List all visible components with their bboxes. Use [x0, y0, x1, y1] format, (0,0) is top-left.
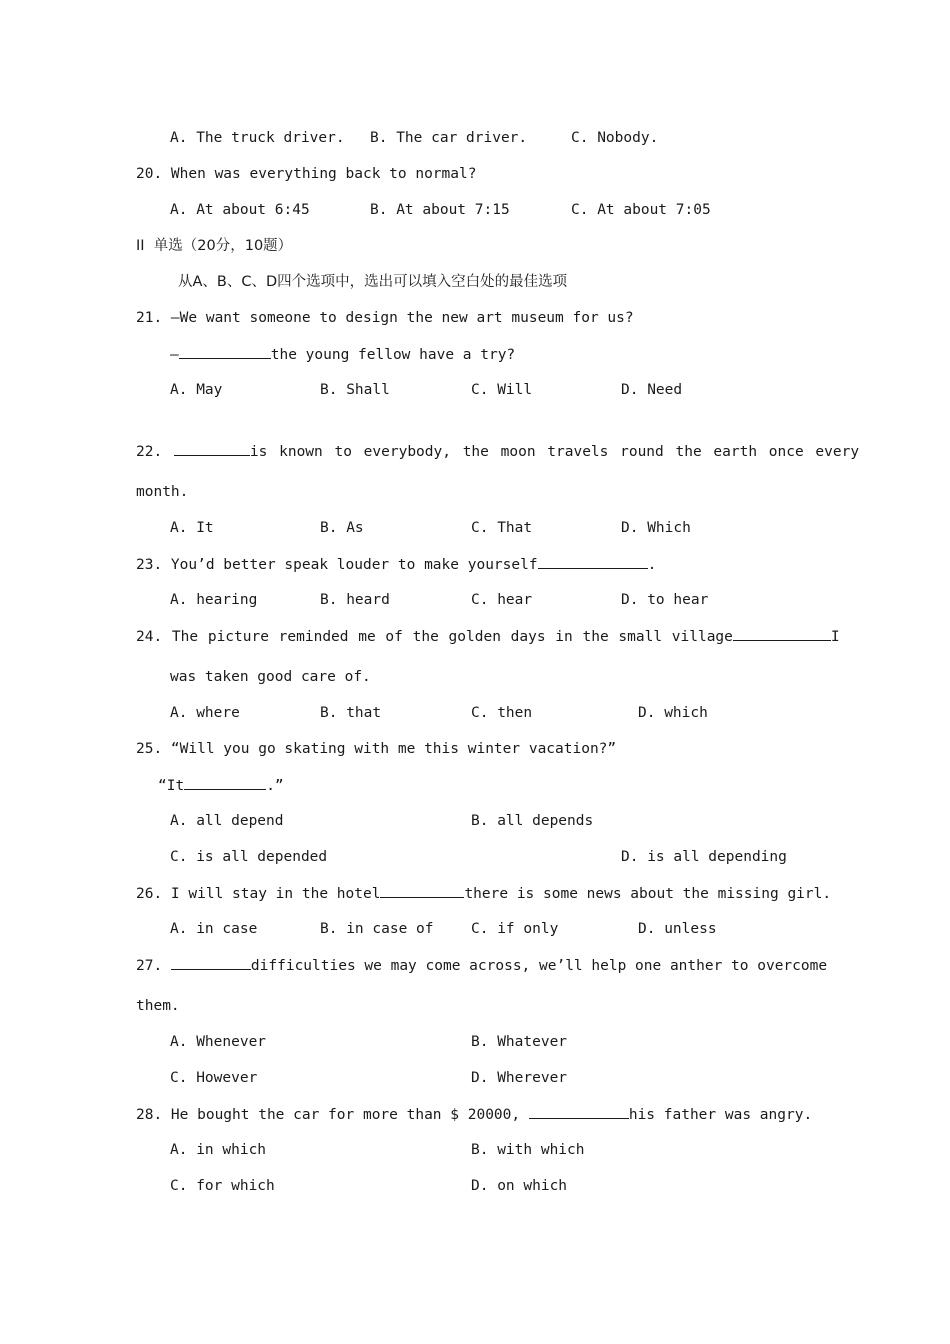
q21-option-c: C. Will [471, 382, 533, 398]
q23-stem [136, 554, 656, 575]
q25-option-b: B. all depends [471, 813, 594, 829]
q22-option-c: C. That [471, 520, 533, 536]
q20-stem: 20. When was everything back to normal? [136, 166, 477, 182]
q27-stem-cont: them. [136, 998, 180, 1014]
q27-stem [136, 955, 827, 976]
q24-option-a: A. where [170, 705, 240, 721]
q25-stem: 25. “Will you go skating with me this winter vacation?” [136, 741, 617, 757]
q27-option-c: C. However [170, 1070, 258, 1086]
q28-stem [136, 1104, 812, 1125]
q21-reply-text: the young fellow have a try? [270, 347, 516, 363]
q23-option-d: D. to hear [621, 592, 709, 608]
q25-reply-end: .” [266, 778, 284, 794]
answer-blank [184, 775, 266, 790]
q28-option-d: D. on which [471, 1178, 568, 1194]
q26-end: there is some news about the missing girl. [464, 886, 832, 902]
answer-blank [380, 883, 464, 898]
q27-option-b: B. Whatever [471, 1034, 568, 1050]
q21-option-b: B. Shall [320, 382, 390, 398]
q28-text: 28. He bought the car for more than $ 20000, [136, 1107, 529, 1123]
q21-option-d: D. Need [621, 382, 683, 398]
q23-option-a: A. hearing [170, 592, 258, 608]
q27-text: difficulties we may come across, we’ll help one anther to overcome [250, 958, 828, 974]
q23-option-b: B. heard [320, 592, 390, 608]
q28-option-a: A. in which [170, 1142, 267, 1158]
answer-blank [171, 955, 251, 970]
q23-option-c: C. hear [471, 592, 533, 608]
section-title: II 单选（20分，10题） [136, 238, 293, 254]
q22-option-a: A. It [170, 520, 214, 536]
q19-option-b: B. The car driver. [370, 130, 528, 146]
q23-text: 23. You’d better speak louder to make yourself [136, 557, 538, 573]
q25-reply [158, 775, 284, 796]
q20-option-a: A. At about 6:45 [170, 202, 310, 218]
q27-option-d: D. Wherever [471, 1070, 568, 1086]
q25-option-a: A. all depend [170, 813, 284, 829]
q20-option-b: B. At about 7:15 [370, 202, 510, 218]
q22-option-d: D. Which [621, 520, 691, 536]
q28-option-b: B. with which [471, 1142, 585, 1158]
q24-stem-cont: was taken good care of. [170, 669, 371, 685]
q26-option-c: C. if only [471, 921, 559, 937]
q21-option-a: A. May [170, 382, 223, 398]
q23-end: . [647, 557, 657, 573]
answer-blank [733, 626, 831, 641]
q27-number: 27. [136, 958, 171, 974]
q26-option-b: B. in case of [320, 921, 434, 937]
q28-option-c: C. for which [170, 1178, 275, 1194]
q25-reply-text: “It [158, 778, 185, 794]
answer-blank [174, 441, 250, 456]
q22-stem-cont: month. [136, 484, 189, 500]
q22-number: 22. [136, 444, 174, 460]
q22-text: is known to everybody, the moon travels round the earth once every [249, 444, 860, 460]
q24-option-c: C. then [471, 705, 533, 721]
q24-option-b: B. that [320, 705, 382, 721]
answer-blank [179, 344, 271, 359]
q21-reply [170, 344, 515, 365]
q21-reply-dash: — [170, 347, 179, 363]
answer-blank [538, 554, 648, 569]
q19-option-c: C. Nobody. [571, 130, 659, 146]
answer-blank [529, 1104, 629, 1119]
q26-stem [136, 883, 831, 904]
q26-option-d: D. unless [638, 921, 717, 937]
q24-text: 24. The picture reminded me of the golden days in the small village [136, 629, 733, 645]
q25-option-c: C. is all depended [170, 849, 328, 865]
q28-end: his father was angry. [628, 1107, 813, 1123]
q25-option-d: D. is all depending [621, 849, 787, 865]
q27-option-a: A. Whenever [170, 1034, 267, 1050]
q26-option-a: A. in case [170, 921, 258, 937]
q24-stem [136, 626, 840, 647]
q26-text: 26. I will stay in the hotel [136, 886, 381, 902]
section-instruction: 从A、B、C、D四个选项中，选出可以填入空白处的最佳选项 [178, 274, 568, 290]
q19-option-a: A. The truck driver. [170, 130, 345, 146]
q22-stem [136, 441, 859, 462]
q21-stem: 21. —We want someone to design the new art museum for us? [136, 310, 634, 326]
q20-option-c: C. At about 7:05 [571, 202, 711, 218]
q24-option-d: D. which [638, 705, 708, 721]
q22-option-b: B. As [320, 520, 364, 536]
q24-end: I [830, 629, 840, 645]
